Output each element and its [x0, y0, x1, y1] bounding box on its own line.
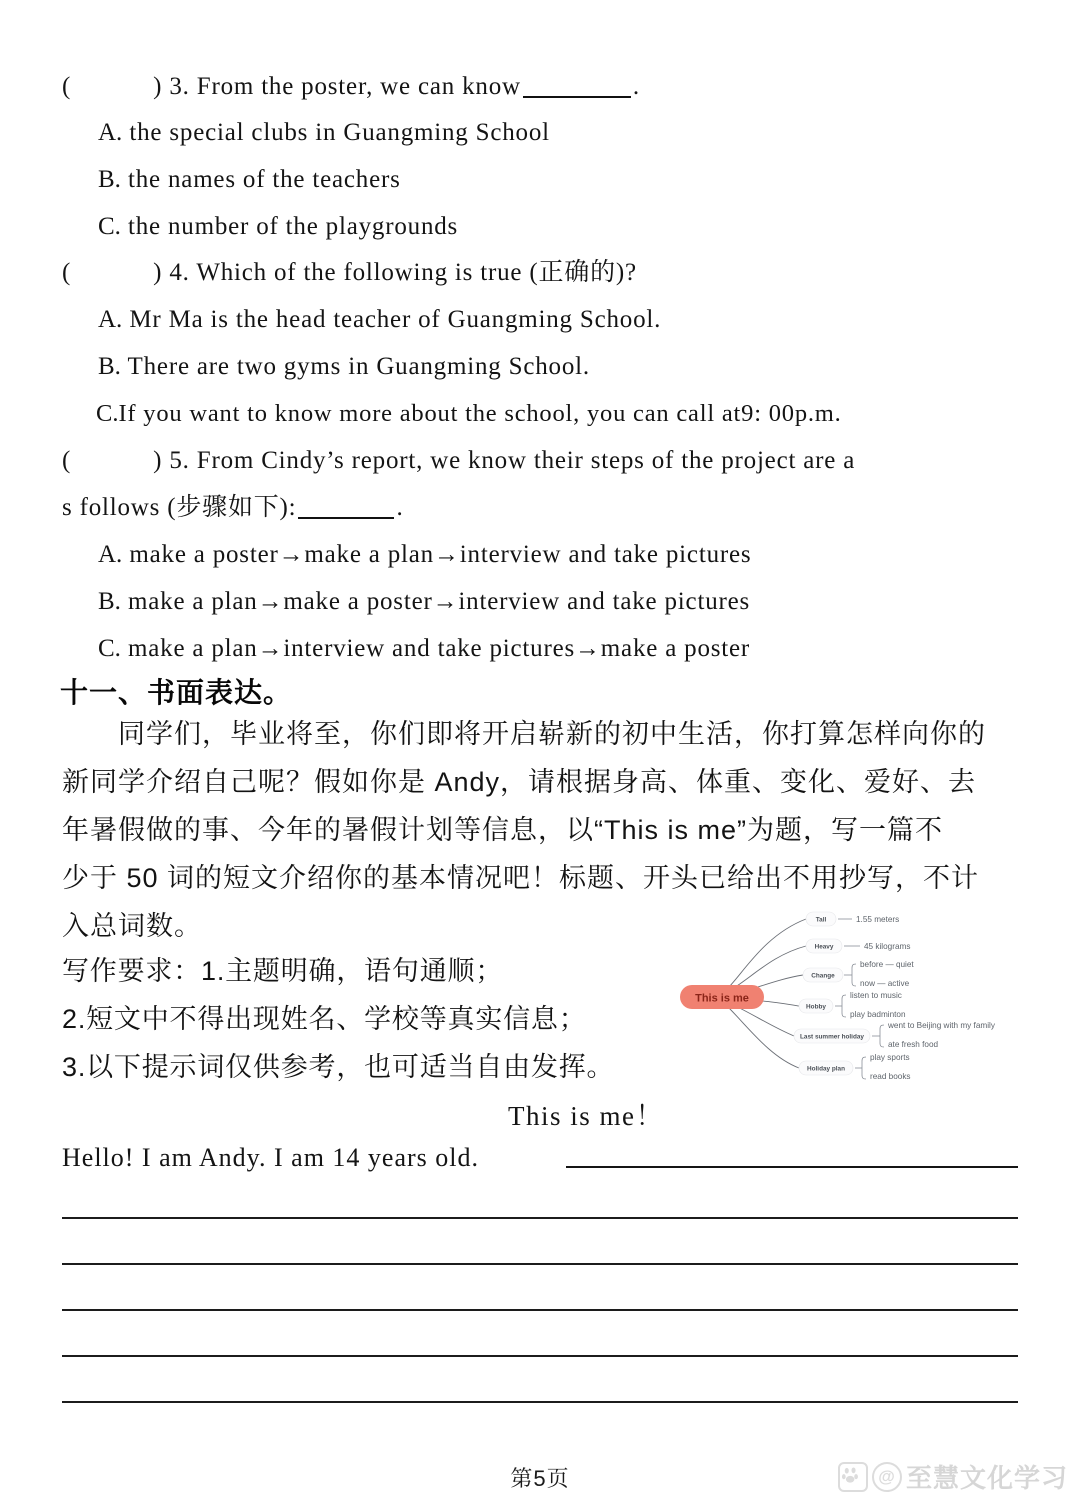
question-5-option-c[interactable] [98, 634, 1030, 664]
mindmap-center-label: This is me [695, 992, 749, 1005]
mindmap-leaf-heavy-1: 45 kilograms [864, 942, 911, 951]
q3-option-b-label: B. [98, 166, 121, 193]
q5-option-b-label: B. [98, 588, 121, 615]
writing-prompt-line-1: 同学们，毕业将至，你们即将开启崭新的初中生活，你打算怎样向你的 [62, 719, 986, 749]
q5-number: 5. [169, 447, 190, 474]
q4-paren-open: ( [62, 259, 72, 286]
question-3-option-a[interactable] [98, 118, 1030, 148]
q3-text: From the poster, we can know [196, 73, 521, 100]
mindmap-leaf-last-summer-2: ate fresh food [888, 1040, 939, 1049]
q3-option-a-text: the special clubs in Guangming School [129, 119, 550, 146]
mindmap-leaf-change-2: now — active [860, 979, 910, 988]
question-3-stem [62, 72, 1020, 102]
q3-paren-close: ) [153, 73, 163, 100]
mindmap-branch-label-tall: Tall [815, 916, 827, 924]
mindmap-branch-label-heavy: Heavy [814, 943, 834, 951]
essay-title: This is me！ [508, 1101, 664, 1131]
writing-line-2[interactable] [62, 1263, 1018, 1265]
question-5-stem-line-2 [62, 493, 1020, 523]
q4-number: 4. [169, 259, 190, 286]
q5-blank[interactable] [298, 517, 394, 519]
q5-option-b-text: make a plan→make a poster→interview and take pictures [128, 588, 751, 615]
q3-number: 3. [169, 73, 190, 100]
watermark [838, 1458, 1068, 1495]
mindmap-leaf-tall-1: 1.55 meters [856, 915, 900, 924]
writing-prompt-line-3: 年暑假做的事、今年的暑假计划等信息，以“This is me”为题，写一篇不 [62, 815, 943, 845]
q3-paren-open: ( [62, 73, 72, 100]
q3-option-c-label: C. [98, 213, 121, 240]
mindmap-leaf-change-1: before — quiet [860, 960, 914, 969]
q4-option-c-label: C. [96, 400, 119, 427]
mindmap-leaf-holiday-plan-2: read books [870, 1072, 911, 1081]
q4-option-c-text: If you want to know more about the school, you can call at9: 00p.m. [118, 400, 842, 427]
q5-paren-close: ) [153, 447, 163, 474]
mindmap-branch-label-last-summer-holiday: Last summer holiday [800, 1033, 864, 1041]
essay-opening-text: Hello! I am Andy. I am 14 years old. [62, 1143, 479, 1172]
q4-option-a-text: Mr Ma is the head teacher of Guangming School. [129, 306, 662, 333]
q5-period: . [396, 494, 404, 521]
this-is-me-mindmap [672, 896, 1018, 1092]
watermark-text: 至慧文化学习 [906, 1463, 1069, 1493]
q3-option-c-text: the number of the playgrounds [128, 213, 459, 240]
mindmap-branch-label-holiday-plan: Holiday plan [807, 1065, 845, 1073]
page-number: 第5页 [510, 1466, 570, 1491]
q4-option-b-text: There are two gyms in Guangming School. [127, 353, 590, 380]
writing-line-4[interactable] [62, 1355, 1018, 1357]
q5-paren-open: ( [62, 447, 72, 474]
question-5-stem-line-1 [62, 446, 1020, 476]
mindmap-leaf-hobby-2: play badminton [850, 1010, 906, 1019]
q5-option-c-text: make a plan→interview and take pictures→make a poster [128, 635, 751, 662]
q5-option-a-label: A. [98, 541, 123, 568]
baidu-paw-icon [838, 1462, 868, 1492]
q4-option-a-label: A. [98, 306, 123, 333]
mindmap-leaf-last-summer-1: went to Beijing with my family [888, 1021, 995, 1030]
at-sign-icon: @ [872, 1462, 902, 1492]
question-4-option-b[interactable] [98, 352, 1030, 382]
q3-period: . [632, 73, 640, 100]
writing-line-1[interactable] [62, 1217, 1018, 1219]
question-4-option-a[interactable] [98, 305, 1030, 335]
q5-option-c-label: C. [98, 635, 121, 662]
question-3-option-c[interactable] [98, 212, 1030, 242]
q3-option-b-text: the names of the teachers [128, 166, 401, 193]
question-3-option-b[interactable] [98, 165, 1030, 195]
mindmap-leaf-holiday-plan-1: play sports [870, 1053, 910, 1062]
writing-prompt-line-5: 入总词数。 [62, 911, 202, 941]
q5-option-a-text: make a poster→make a plan→interview and take pictures [129, 541, 752, 568]
question-5-option-a[interactable] [98, 540, 1030, 570]
writing-requirement-1: 写作要求：1.主题明确，语句通顺； [62, 956, 504, 986]
q3-blank[interactable] [523, 96, 631, 98]
essay-opening-writing-line[interactable] [566, 1166, 1018, 1168]
q5-text-line1: From Cindy’s report, we know their steps of the project are a [196, 447, 856, 474]
mindmap-leaf-hobby-1: listen to music [850, 991, 902, 1000]
writing-requirement-2: 2.短文中不得出现姓名、学校等真实信息； [62, 1004, 587, 1034]
question-4-option-c[interactable] [96, 399, 1030, 429]
mindmap-branch-label-hobby: Hobby [806, 1003, 826, 1011]
writing-requirement-3: 3.以下提示词仅供参考，也可适当自由发挥。 [62, 1052, 615, 1082]
q3-option-a-label: A. [98, 119, 123, 146]
writing-line-3[interactable] [62, 1309, 1018, 1311]
question-5-option-b[interactable] [98, 587, 1030, 617]
writing-prompt-line-2: 新同学介绍自己呢？假如你是 Andy，请根据身高、体重、变化、爱好、去 [62, 767, 977, 797]
writing-prompt-line-4: 少于 50 词的短文介绍你的基本情况吧！标题、开头已给出不用抄写，不计 [62, 863, 980, 893]
writing-line-5[interactable] [62, 1401, 1018, 1403]
writing-section-heading: 十一、书面表达。 [60, 677, 293, 708]
q5-text-line2: s follows (步骤如下): [62, 494, 297, 521]
question-4-stem [62, 258, 1020, 288]
q4-paren-close: ) [153, 259, 163, 286]
mindmap-branch-label-change: Change [811, 972, 835, 980]
q4-text: Which of the following is true (正确的)? [196, 259, 637, 286]
q4-option-b-label: B. [98, 353, 121, 380]
